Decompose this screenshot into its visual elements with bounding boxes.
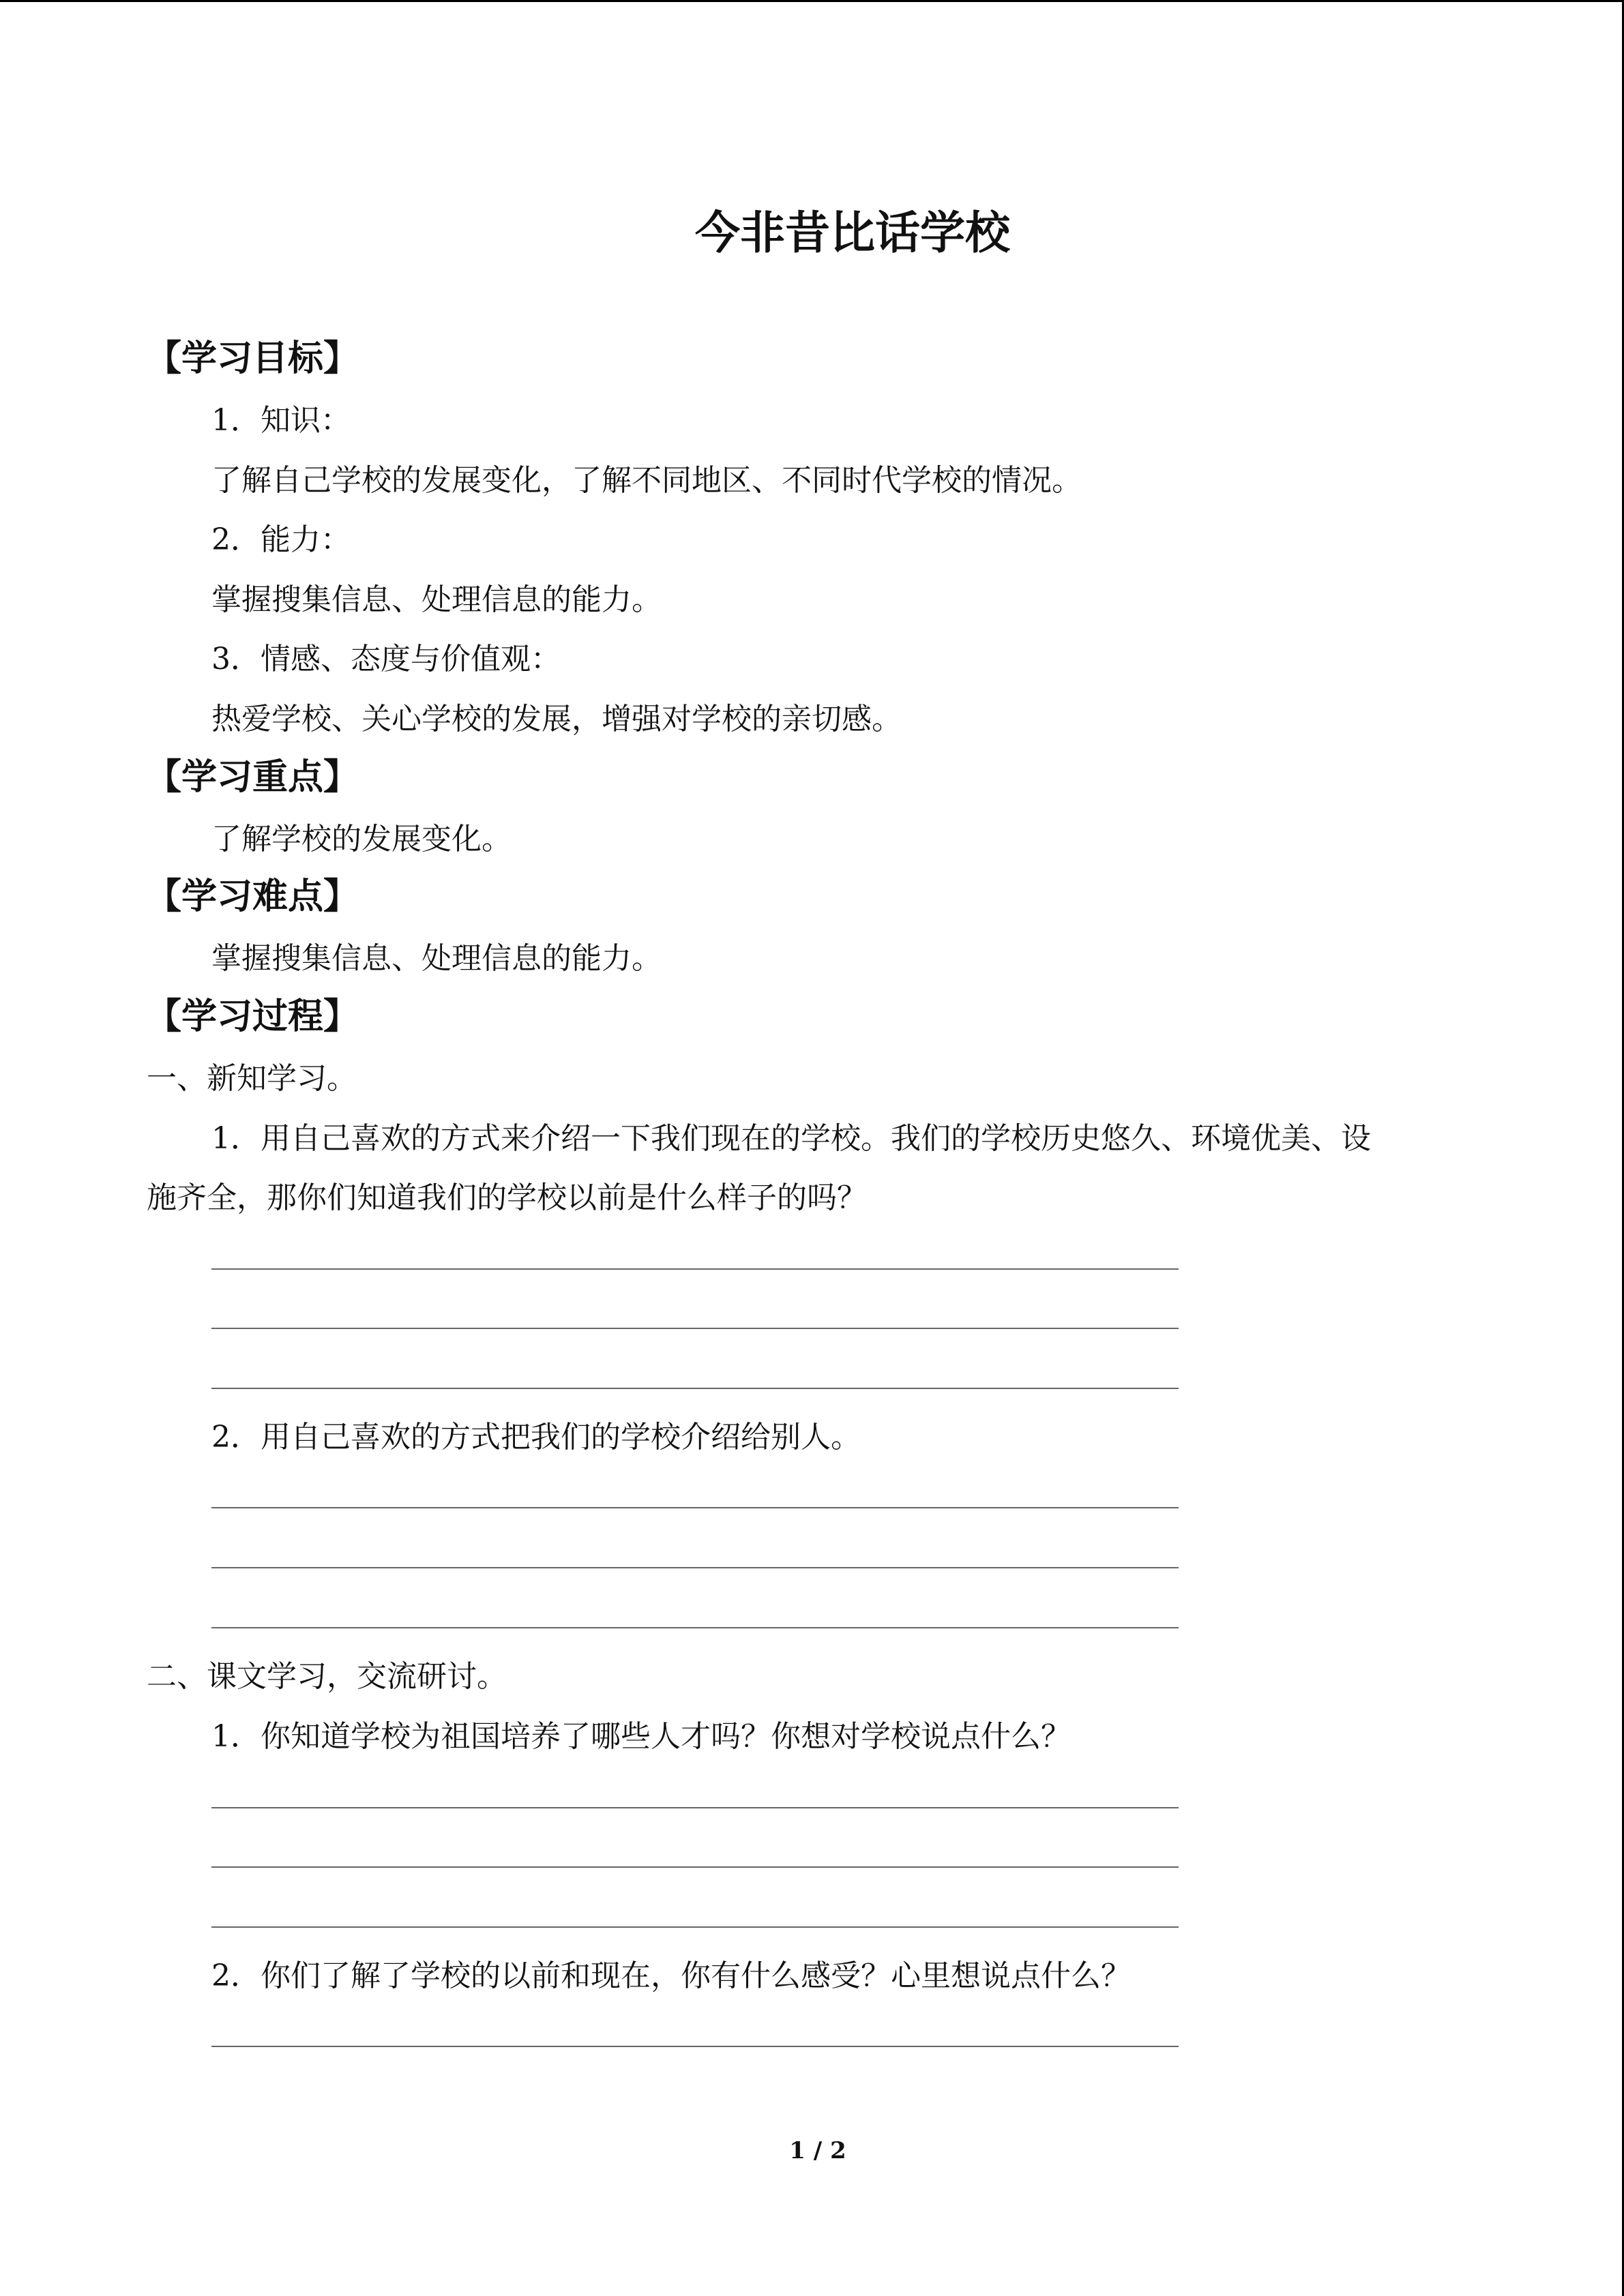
- part2-title: 二、课文学习，交流研讨。: [147, 1659, 507, 1694]
- objective-attitude-text: 热爱学校、关心学校的发展，增强对学校的亲切感。: [211, 702, 902, 736]
- objectives-heading: 【学习目标】: [146, 338, 359, 379]
- objective-knowledge-text: 了解自己学校的发展变化，了解不同地区、不同时代学校的情况。: [211, 463, 1082, 498]
- answer-line[interactable]: [211, 1627, 1179, 1628]
- answer-line[interactable]: [211, 1328, 1179, 1329]
- page-title: 今非昔比话学校: [695, 207, 1010, 259]
- answer-line[interactable]: [211, 1268, 1179, 1270]
- answer-line[interactable]: [211, 1388, 1179, 1389]
- key-point-text: 了解学校的发展变化。: [211, 822, 512, 856]
- objective-ability-label: 2．能力：: [211, 522, 351, 557]
- answer-line[interactable]: [211, 1807, 1179, 1808]
- difficulty-heading: 【学习难点】: [146, 876, 359, 917]
- key-point-heading: 【学习重点】: [146, 757, 359, 798]
- part2-question1: 1．你知道学校为祖国培养了哪些人才吗？你想对学校说点什么？: [211, 1719, 1071, 1754]
- page-border-top: [0, 0, 1624, 2]
- objective-attitude-label: 3．情感、态度与价值观：: [211, 642, 561, 676]
- answer-line[interactable]: [211, 1866, 1179, 1868]
- part1-title: 一、新知学习。: [147, 1061, 357, 1096]
- objective-ability-text: 掌握搜集信息、处理信息的能力。: [211, 582, 662, 617]
- part1-question1-line1: 1．用自己喜欢的方式来介绍一下我们现在的学校。我们的学校历史悠久、环境优美、设: [211, 1121, 1371, 1156]
- answer-line[interactable]: [211, 1567, 1179, 1568]
- part2-question2: 2．你们了解了学校的以前和现在，你有什么感受？心里想说点什么？: [211, 1958, 1131, 1993]
- process-heading: 【学习过程】: [146, 996, 359, 1037]
- page-number: 1 / 2: [789, 2137, 846, 2164]
- part1-question2: 2．用自己喜欢的方式把我们的学校介绍给别人。: [211, 1420, 861, 1455]
- difficulty-text: 掌握搜集信息、处理信息的能力。: [211, 941, 662, 976]
- answer-line[interactable]: [211, 1507, 1179, 1508]
- answer-line[interactable]: [211, 1926, 1179, 1928]
- part1-question1-line2: 施齐全，那你们知道我们的学校以前是什么样子的吗？: [147, 1180, 867, 1215]
- answer-line[interactable]: [211, 2046, 1179, 2047]
- objective-knowledge-label: 1．知识：: [211, 403, 351, 438]
